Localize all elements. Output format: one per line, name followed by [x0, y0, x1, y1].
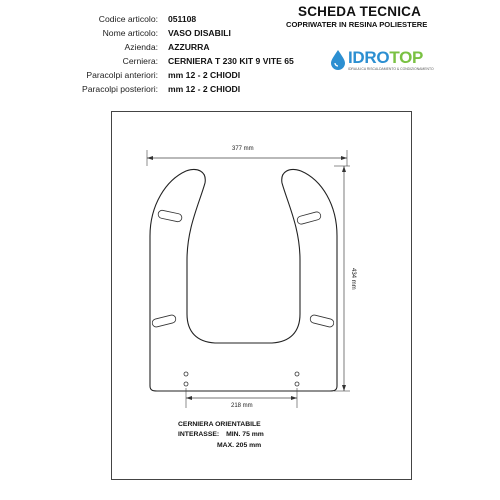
hinge-note-max-value: MAX. 205 mm [217, 442, 262, 449]
width-dimension-label: 377 mm [232, 146, 254, 152]
spec-value: VASO DISABILI [168, 28, 231, 38]
spec-value: 051108 [168, 14, 197, 24]
bumper-slot [296, 211, 321, 225]
hinge-note-max [217, 442, 261, 449]
spec-value: CERNIERA T 230 KIT 9 VITE 65 [168, 56, 294, 66]
bumper-slot [309, 314, 334, 328]
height-dimension-label: 434 mm [350, 268, 356, 290]
hinge-hole [295, 382, 299, 386]
spec-label: Cerniera: [122, 56, 158, 66]
height-dimension [334, 166, 350, 391]
spec-label: Nome articolo: [102, 28, 158, 38]
hinge-dimension-label: 218 mm [231, 403, 253, 409]
hinge-hole [184, 382, 188, 386]
spec-label: Paracolpi posteriori: [82, 84, 158, 94]
spec-value: mm 12 - 2 CHIODI [168, 84, 241, 94]
spec-value: AZZURRA [168, 42, 210, 52]
hinge-note-label: INTERASSE: [178, 431, 220, 438]
brand-name-part-a: IDRO [348, 48, 390, 67]
page-subtitle: COPRIWATER IN RESINA POLIESTERE [286, 20, 428, 29]
width-dimension [147, 150, 347, 166]
spec-label: Codice articolo: [98, 14, 158, 24]
hinge-note-min-value: MIN. 75 mm [226, 431, 264, 438]
seat-outline [150, 170, 337, 392]
spec-label: Paracolpi anteriori: [86, 70, 158, 80]
brand-tagline: IDRAULICA RISCALDAMENTO & CONDIZIONAMENTO [348, 67, 434, 71]
spec-label: Azienda: [124, 42, 158, 52]
hinge-hole [295, 372, 299, 376]
bumper-slot [151, 314, 176, 328]
hinge-note-min [178, 431, 264, 438]
hinge-note-title: CERNIERA ORIENTABILE [178, 421, 261, 428]
bumper-slot [157, 210, 182, 223]
spec-value: mm 12 - 2 CHIODI [168, 70, 241, 80]
page-title: SCHEDA TECNICA [298, 4, 422, 19]
brand-name-part-b: TOP [389, 48, 424, 67]
hinge-hole [184, 372, 188, 376]
